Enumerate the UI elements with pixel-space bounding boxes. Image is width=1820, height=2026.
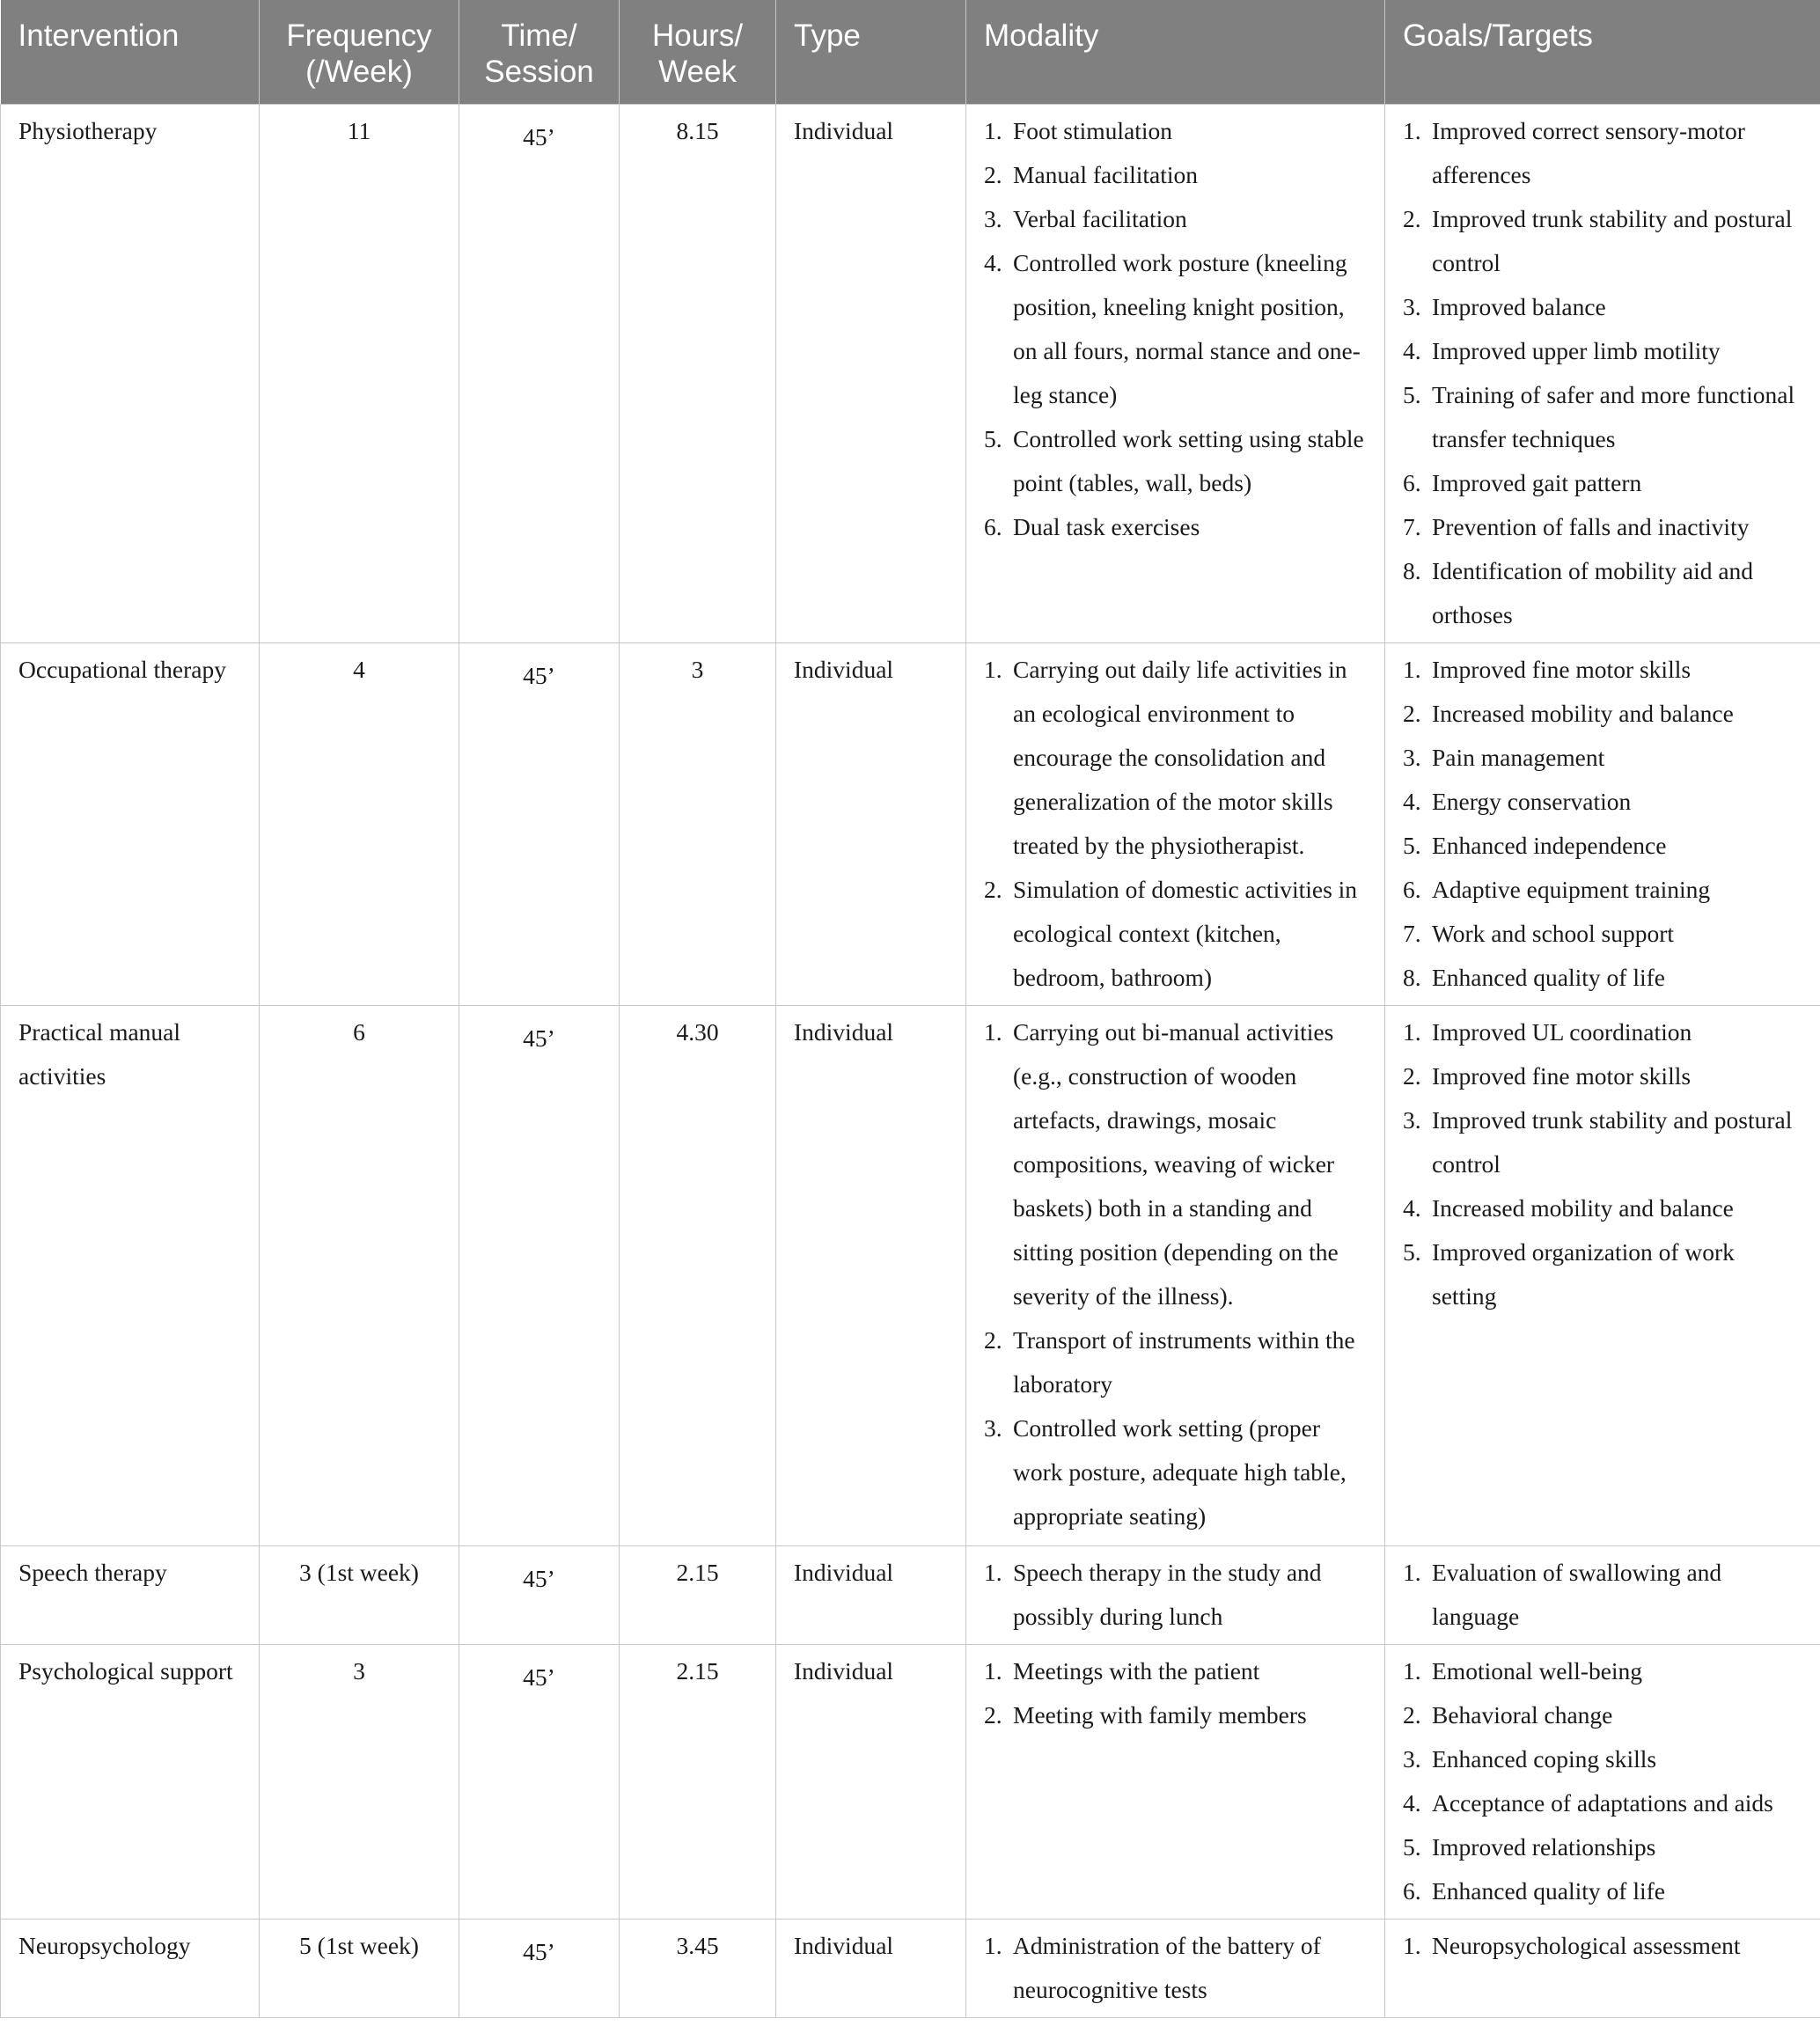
goals-list-item: Neuropsychological assessment (1432, 1932, 1741, 1959)
goals-list-item: Behavioral change (1432, 1701, 1613, 1729)
cell-hours-week: 3.45 (620, 1920, 776, 2018)
cell-frequency: 3 (1st week) (260, 1546, 459, 1645)
goals-list-item: Enhanced quality of life (1432, 964, 1665, 991)
goals-list-item: Improved UL coordination (1432, 1018, 1692, 1046)
cell-frequency: 6 (260, 1006, 459, 1546)
cell-intervention: Speech therapy (1, 1546, 260, 1645)
table-row (1, 1006, 1820, 1546)
goals-list-item: Improved correct sensory-motor afferences (1432, 117, 1745, 188)
cell-time-session: 45’ (459, 1645, 620, 1920)
cell-intervention: Occupational therapy (1, 643, 260, 1006)
cell-type: Individual (776, 1920, 966, 2018)
goals-list-item: Increased mobility and balance (1432, 700, 1734, 727)
goals-list-item: Emotional well-being (1432, 1657, 1643, 1685)
goals-list-item: Improved fine motor skills (1432, 1062, 1692, 1090)
modality-list (984, 1924, 1367, 2012)
cell-hours-week: 3 (620, 643, 776, 1006)
modality-list-item: Meeting with family members (1013, 1701, 1307, 1729)
goals-list-item: Improved upper limb motility (1432, 337, 1721, 364)
modality-list-item: Verbal facilitation (1013, 205, 1187, 232)
goals-list (1403, 648, 1802, 1000)
modality-list (984, 1010, 1367, 1538)
cell-time-session: 45’ (459, 643, 620, 1006)
header-intervention: Intervention (1, 0, 260, 105)
goals-list-item: Improved trunk stability and postural control (1432, 205, 1793, 276)
goals-list-item: Enhanced quality of life (1432, 1877, 1665, 1905)
table-row (1, 1920, 1820, 2018)
modality-list-item: Simulation of domestic activities in ecological context (kitchen, bedroom, bathroom) (1013, 876, 1358, 991)
modality-list-item: Foot stimulation (1013, 117, 1173, 144)
goals-list (1403, 1551, 1802, 1639)
cell-goals (1385, 1006, 1820, 1546)
cell-frequency: 4 (260, 643, 459, 1006)
goals-list (1403, 1649, 1802, 1913)
cell-frequency: 3 (260, 1645, 459, 1920)
goals-list-item: Pain management (1432, 744, 1605, 771)
goals-list-item: Energy conservation (1432, 788, 1632, 815)
table-row (1, 643, 1820, 1006)
cell-time-session: 45’ (459, 105, 620, 643)
goals-list-item: Improved relationships (1432, 1833, 1656, 1861)
goals-list-item: Prevention of falls and inactivity (1432, 513, 1750, 540)
cell-intervention: Neuropsychology (1, 1920, 260, 2018)
goals-list-item: Work and school support (1432, 920, 1675, 947)
cell-type: Individual (776, 1006, 966, 1546)
cell-time-session: 45’ (459, 1920, 620, 2018)
modality-list (984, 1551, 1367, 1639)
cell-type: Individual (776, 1645, 966, 1920)
modality-list-item: Controlled work setting using stable point (tables, wall, beds) (1013, 425, 1364, 496)
goals-list (1403, 109, 1802, 637)
modality-list-item: Manual facilitation (1013, 161, 1198, 188)
cell-modality (966, 1920, 1385, 2018)
goals-list-item: Training of safer and more functional transfer techniques (1432, 381, 1795, 452)
cell-modality (966, 643, 1385, 1006)
modality-list-item: Carrying out daily life activities in an ecological environment to encourage the consolidation and generalization of the motor skills treated by the physiotherapist. (1013, 656, 1347, 859)
table-row (1, 1645, 1820, 1920)
modality-list-item: Meetings with the patient (1013, 1657, 1260, 1685)
cell-goals (1385, 105, 1820, 643)
goals-list-item: Improved balance (1432, 293, 1606, 320)
header-goals: Goals/Targets (1385, 0, 1820, 105)
header-hours-week: Hours/ Week (620, 0, 776, 105)
modality-list-item: Dual task exercises (1013, 513, 1200, 540)
modality-list-item: Speech therapy in the study and possibly during lunch (1013, 1559, 1322, 1630)
goals-list-item: Acceptance of adaptations and aids (1432, 1789, 1773, 1817)
cell-hours-week: 8.15 (620, 105, 776, 643)
cell-type: Individual (776, 643, 966, 1006)
goals-list-item: Evaluation of swallowing and language (1432, 1559, 1722, 1630)
modality-list-item: Controlled work posture (kneeling position, kneeling knight position, on all fours, normal stance and one-leg stance) (1013, 249, 1361, 408)
goals-list-item: Increased mobility and balance (1432, 1194, 1734, 1222)
cell-goals (1385, 1920, 1820, 2018)
header-type: Type (776, 0, 966, 105)
cell-frequency: 11 (260, 105, 459, 643)
modality-list (984, 1649, 1367, 1737)
cell-goals (1385, 1546, 1820, 1645)
modality-list-item: Transport of instruments within the laboratory (1013, 1326, 1355, 1398)
header-modality: Modality (966, 0, 1385, 105)
cell-modality (966, 1006, 1385, 1546)
cell-modality (966, 105, 1385, 643)
cell-modality (966, 1546, 1385, 1645)
goals-list-item: Improved organization of work setting (1432, 1238, 1735, 1310)
cell-type: Individual (776, 1546, 966, 1645)
modality-list (984, 648, 1367, 1000)
cell-goals (1385, 643, 1820, 1006)
goals-list-item: Improved trunk stability and postural control (1432, 1106, 1793, 1178)
cell-hours-week: 4.30 (620, 1006, 776, 1546)
goals-list-item: Identification of mobility aid and orthoses (1432, 557, 1754, 628)
header-time-session: Time/ Session (459, 0, 620, 105)
goals-list-item: Improved fine motor skills (1432, 656, 1692, 683)
cell-time-session: 45’ (459, 1546, 620, 1645)
cell-intervention: Psychological support (1, 1645, 260, 1920)
modality-list-item: Controlled work setting (proper work posture, adequate high table, appropriate seating) (1013, 1414, 1347, 1530)
cell-type: Individual (776, 105, 966, 643)
goals-list (1403, 1010, 1802, 1318)
goals-list-item: Adaptive equipment training (1432, 876, 1711, 903)
header-frequency: Frequency (/Week) (260, 0, 459, 105)
modality-list (984, 109, 1367, 549)
cell-hours-week: 2.15 (620, 1645, 776, 1920)
cell-hours-week: 2.15 (620, 1546, 776, 1645)
goals-list (1403, 1924, 1802, 1968)
modality-list-item: Administration of the battery of neurocognitive tests (1013, 1932, 1321, 2003)
table-row (1, 1546, 1820, 1645)
cell-goals (1385, 1645, 1820, 1920)
table-row (1, 105, 1820, 643)
cell-time-session: 45’ (459, 1006, 620, 1546)
cell-intervention: Practical manual activities (1, 1006, 260, 1546)
modality-list-item: Carrying out bi-manual activities (e.g., construction of wooden artefacts, drawings, mosaic compositions, weaving of wicker baskets) both in a standing and sitting position (depending on the severity of the illness). (1013, 1018, 1339, 1310)
goals-list-item: Enhanced coping skills (1432, 1745, 1657, 1773)
goals-list-item: Improved gait pattern (1432, 469, 1642, 496)
header-row (1, 0, 1820, 105)
cell-intervention: Physiotherapy (1, 105, 260, 643)
goals-list-item: Enhanced independence (1432, 832, 1667, 859)
cell-frequency: 5 (1st week) (260, 1920, 459, 2018)
cell-modality (966, 1645, 1385, 1920)
